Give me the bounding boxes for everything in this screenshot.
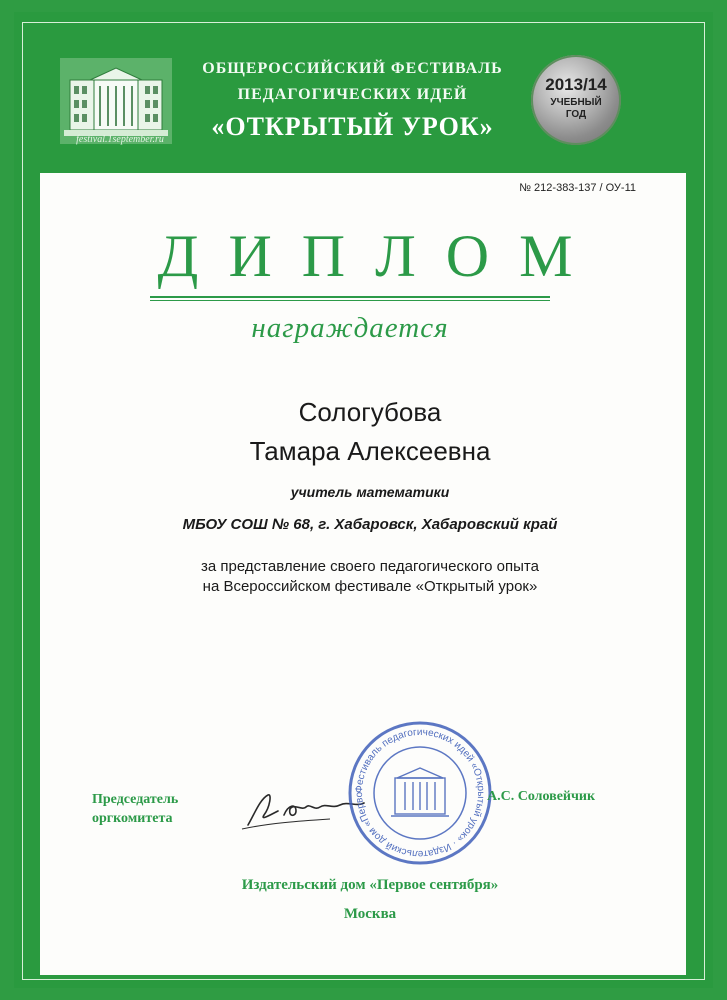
hologram-sub-line1: УЧЕБНЫЙ: [550, 97, 602, 108]
stamp-text: Фестиваль педагогических идей «Открытый урок» · Издательский дом «Перво: [353, 726, 487, 860]
title-divider: [150, 296, 550, 298]
chair-title-line2: оргкомитета: [92, 811, 173, 826]
document-number: № 212-383-137 / ОУ-11: [519, 182, 636, 194]
hologram-sub-line2: ГОД: [565, 109, 587, 120]
recipient-name: Тамара Алексеевна: [249, 436, 491, 466]
publisher-stamp: [345, 718, 495, 868]
recipient-school: МБОУ СОШ № 68, г. Хабаровск, Хабаровский край: [182, 516, 558, 533]
building-logo-icon: [60, 58, 172, 144]
publisher-name: Издательский дом «Первое сентября»: [241, 877, 499, 893]
signer-name: А.С. Соловейчик: [487, 789, 596, 804]
publisher-city: Москва: [343, 906, 397, 922]
chair-title: [92, 790, 202, 828]
awarded-label: награждается: [251, 312, 449, 344]
recipient-surname: Сологубова: [298, 397, 442, 427]
title-divider-thin: [150, 300, 550, 301]
hologram-year: 2013/14: [545, 75, 607, 94]
recipient-position: учитель математики: [290, 484, 450, 500]
award-reason-line1: за представление своего педагогического опыта: [201, 558, 539, 575]
diploma-title: ДИПЛОМ: [157, 223, 603, 289]
chair-title-line1: Председатель: [92, 792, 179, 807]
hologram-subtitle: [531, 97, 621, 121]
festival-website: festival.1september.ru: [76, 134, 164, 145]
hologram-seal: [531, 55, 621, 145]
award-reason-line2: на Всероссийском фестивале «Открытый урок»: [202, 578, 538, 595]
festival-title-line2: ПЕДАГОГИЧЕСКИХ ИДЕЙ: [237, 86, 468, 103]
festival-title-line1: ОБЩЕРОССИЙСКИЙ ФЕСТИВАЛЬ: [202, 60, 503, 77]
festival-title-line3: «ОТКРЫТЫЙ УРОК»: [211, 112, 494, 141]
